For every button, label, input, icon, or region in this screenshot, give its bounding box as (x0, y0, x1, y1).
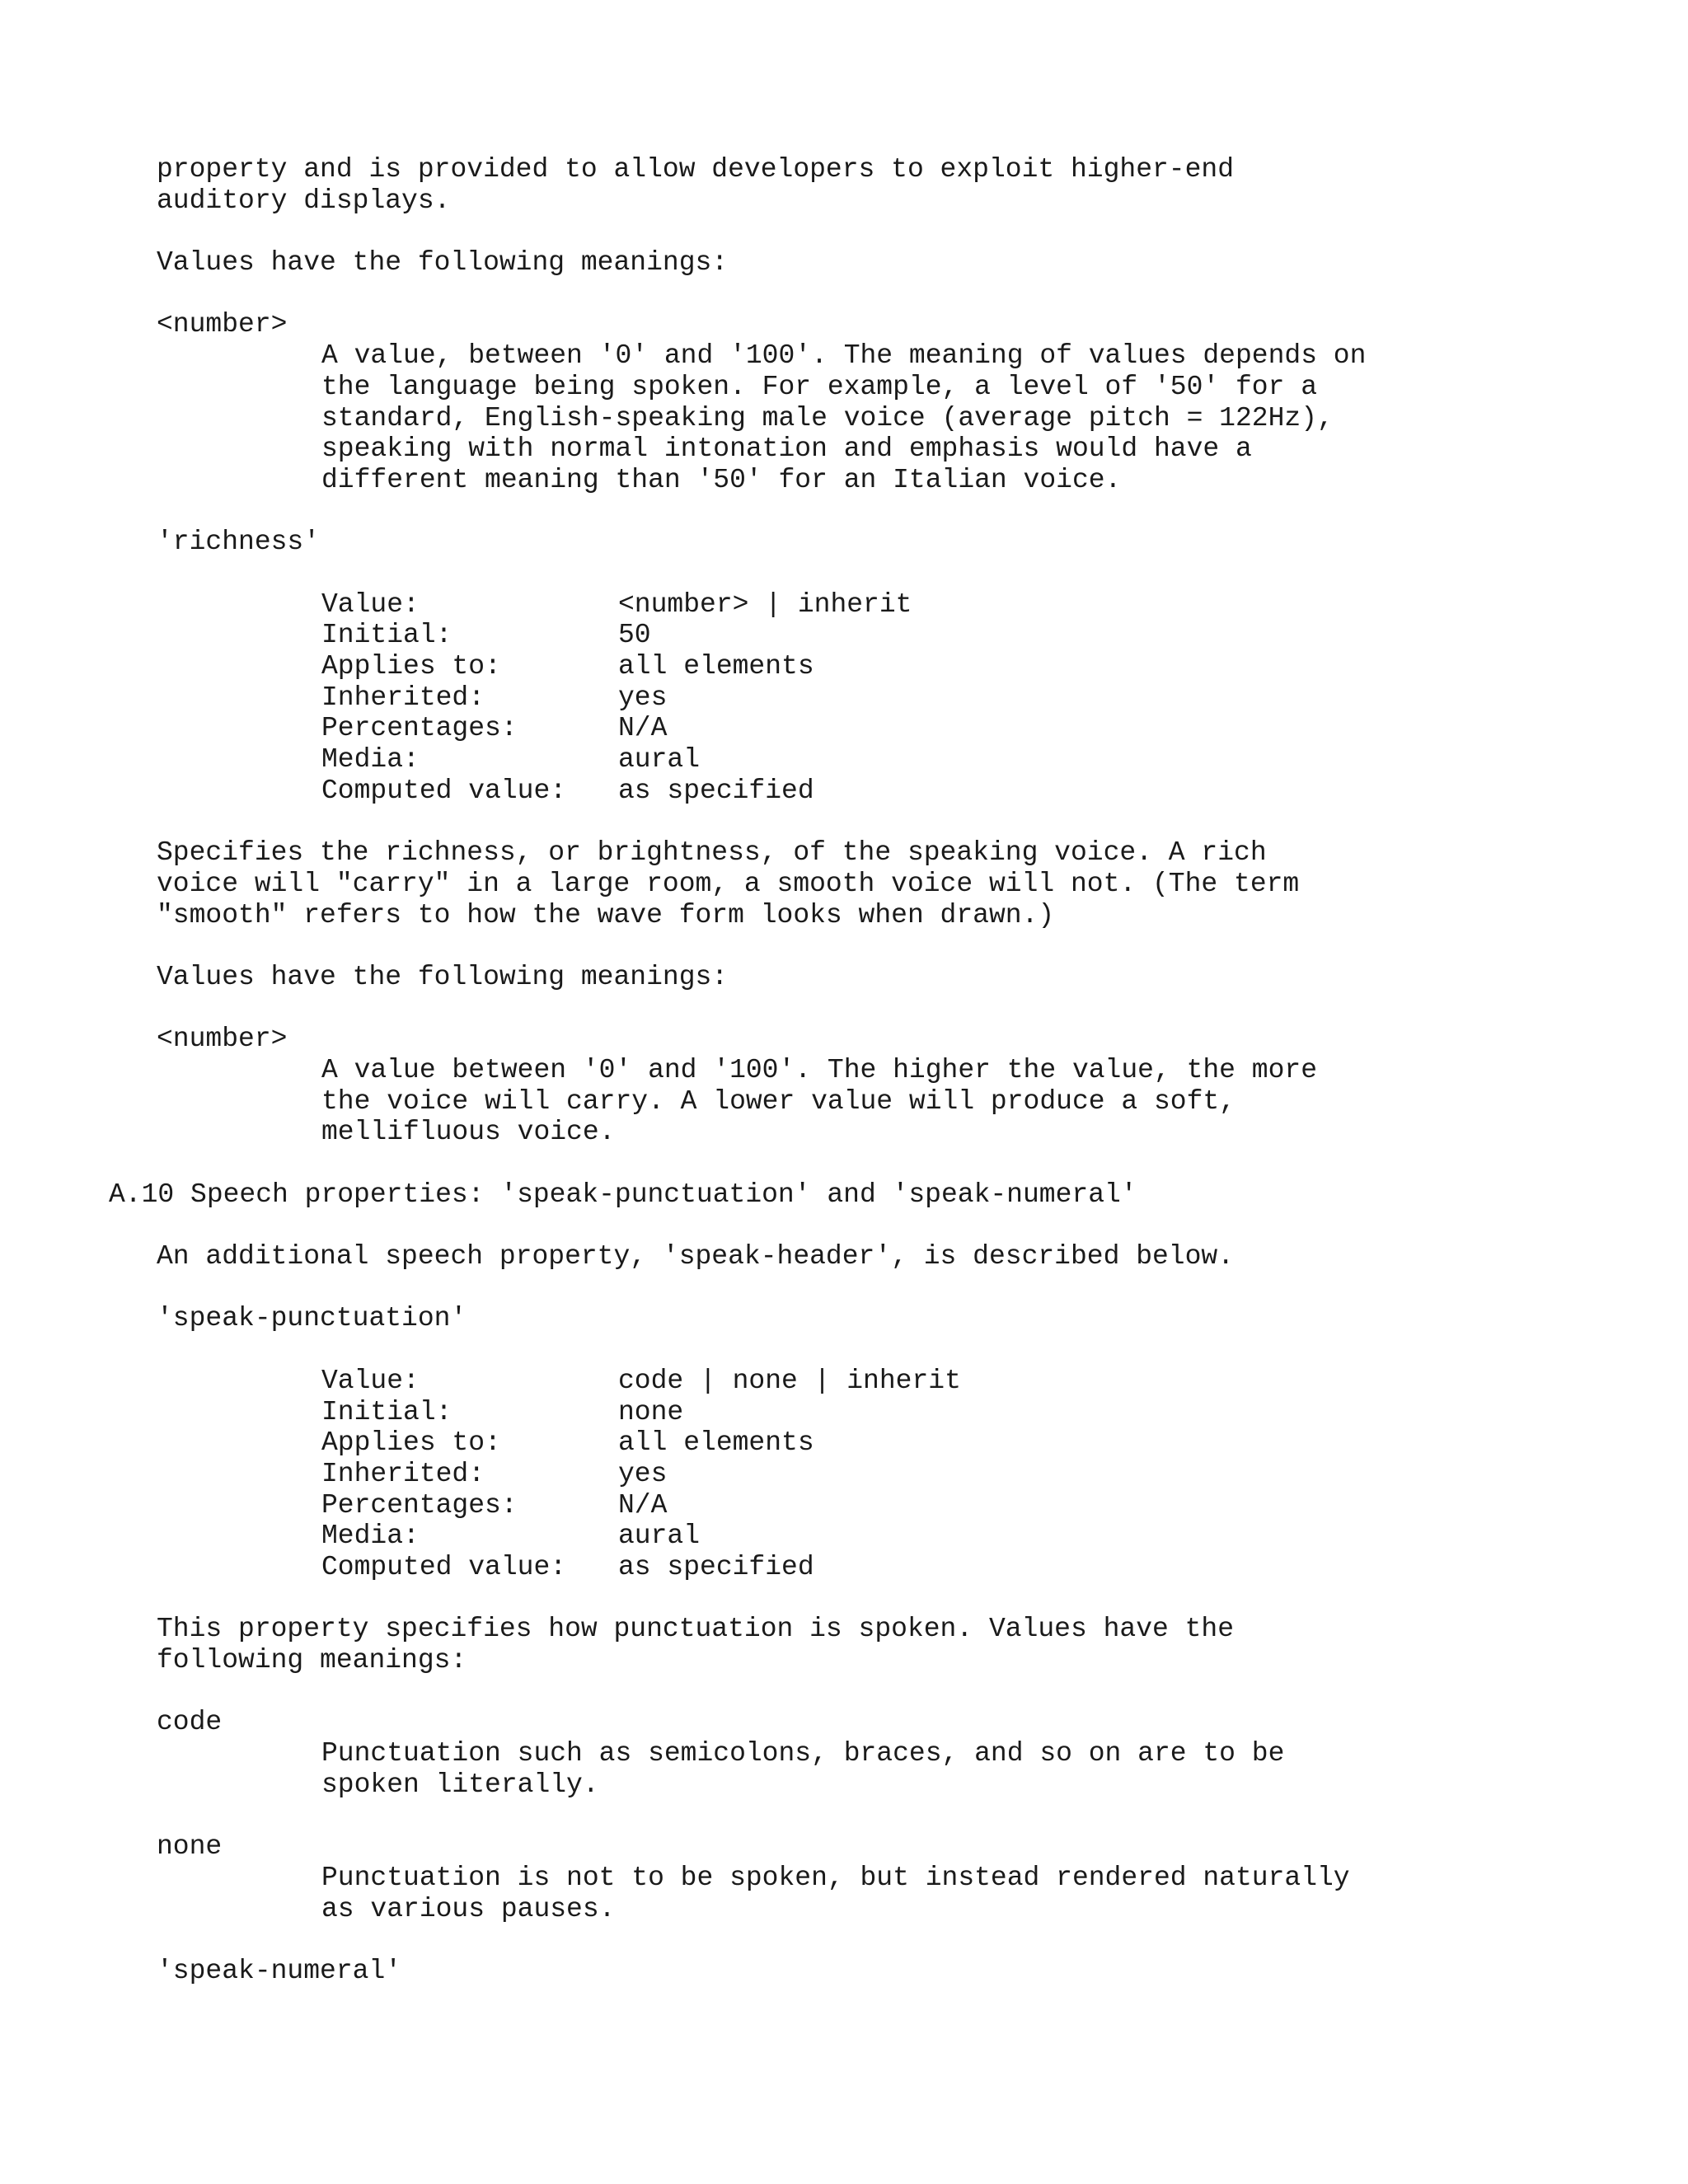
section-heading: A.10 Speech properties: 'speak-punctuation' and 'speak-numeral' (109, 1179, 1137, 1210)
table-row (0, 620, 1688, 651)
value-description-line: mellifluous voice. (321, 1117, 616, 1148)
table-row (0, 744, 1688, 776)
paragraph-line: This property specifies how punctuation is spoken. Values have the (157, 1614, 1235, 1645)
table-key: Initial: (321, 1396, 452, 1427)
table-row (0, 682, 1688, 714)
value-term: <number> (157, 1024, 288, 1055)
paragraph-line: Specifies the richness, or brightness, of the speaking voice. A rich (157, 837, 1267, 869)
table-key: Value: (321, 588, 420, 620)
table-key: Inherited: (321, 1458, 485, 1489)
table-value: <number> | inherit (618, 588, 912, 620)
table-key: Applies to: (321, 1427, 501, 1459)
table-row (0, 1459, 1688, 1490)
table-row (0, 651, 1688, 682)
table-row (0, 1490, 1688, 1521)
property-definition-table (0, 1366, 1688, 1583)
table-row (0, 1552, 1688, 1583)
table-row (0, 1366, 1688, 1397)
table-row (0, 1397, 1688, 1428)
table-row (0, 1521, 1688, 1552)
value-term: <number> (157, 309, 288, 340)
value-description-line: A value, between '0' and '100'. The meaning of values depends on (321, 340, 1367, 372)
value-term: code (157, 1707, 223, 1738)
table-key: Inherited: (321, 682, 485, 713)
table-key: Value: (321, 1365, 420, 1396)
paragraph-line: voice will "carry" in a large room, a smooth voice will not. (The term (157, 868, 1300, 899)
paragraph-line: property and is provided to allow developers to exploit higher-end (157, 154, 1235, 185)
table-key: Percentages: (321, 1489, 518, 1521)
table-key: Media: (321, 744, 420, 776)
table-value: all elements (618, 651, 814, 682)
table-value: N/A (618, 1489, 668, 1521)
property-definition-table (0, 589, 1688, 807)
table-key: Initial: (321, 620, 452, 651)
table-key: Computed value: (321, 775, 567, 806)
paragraph-line: auditory displays. (157, 185, 451, 216)
table-row (0, 713, 1688, 744)
table-value: as specified (618, 775, 814, 806)
table-value: all elements (618, 1427, 814, 1459)
property-name: 'speak-numeral' (157, 1955, 402, 1986)
value-description-line: standard, English-speaking male voice (average pitch = 122Hz), (321, 402, 1334, 434)
value-description-line: Punctuation is not to be spoken, but instead rendered naturally (321, 1862, 1350, 1893)
value-description-line: A value between '0' and '100'. The higher the value, the more (321, 1054, 1317, 1085)
value-description-line: the language being spoken. For example, a level of '50' for a (321, 371, 1317, 402)
table-row (0, 589, 1688, 621)
property-name: 'speak-punctuation' (157, 1303, 467, 1334)
paragraph-line: following meanings: (157, 1645, 467, 1675)
property-name: 'richness' (157, 527, 321, 558)
document-page (0, 154, 1688, 1987)
paragraph-line: "smooth" refers to how the wave form looks when drawn.) (157, 899, 1055, 930)
value-description-line: speaking with normal intonation and emphasis would have a (321, 434, 1252, 465)
value-description-line: the voice will carry. A lower value will produce a soft, (321, 1085, 1236, 1117)
table-row (0, 776, 1688, 807)
table-value: none (618, 1396, 684, 1427)
values-heading: Values have the following meanings: (157, 961, 729, 992)
table-value: code | none | inherit (618, 1365, 961, 1396)
table-row (0, 1427, 1688, 1459)
table-value: aural (618, 1521, 701, 1552)
table-value: aural (618, 744, 701, 776)
table-value: 50 (618, 620, 651, 651)
table-key: Percentages: (321, 713, 518, 744)
values-heading: Values have the following meanings: (157, 247, 729, 279)
value-description-line: spoken literally. (321, 1769, 599, 1800)
table-key: Applies to: (321, 651, 501, 682)
table-value: as specified (618, 1551, 814, 1582)
table-value: yes (618, 682, 668, 713)
value-description-line: as various pauses. (321, 1893, 616, 1924)
value-term: none (157, 1831, 223, 1863)
value-description-line: different meaning than '50' for an Italian voice. (321, 464, 1122, 495)
table-key: Media: (321, 1521, 420, 1552)
paragraph-line: An additional speech property, 'speak-header', is described below. (157, 1241, 1235, 1272)
value-description-line: Punctuation such as semicolons, braces, and so on are to be (321, 1738, 1285, 1769)
table-value: yes (618, 1458, 668, 1489)
table-value: N/A (618, 713, 668, 744)
table-key: Computed value: (321, 1551, 567, 1582)
